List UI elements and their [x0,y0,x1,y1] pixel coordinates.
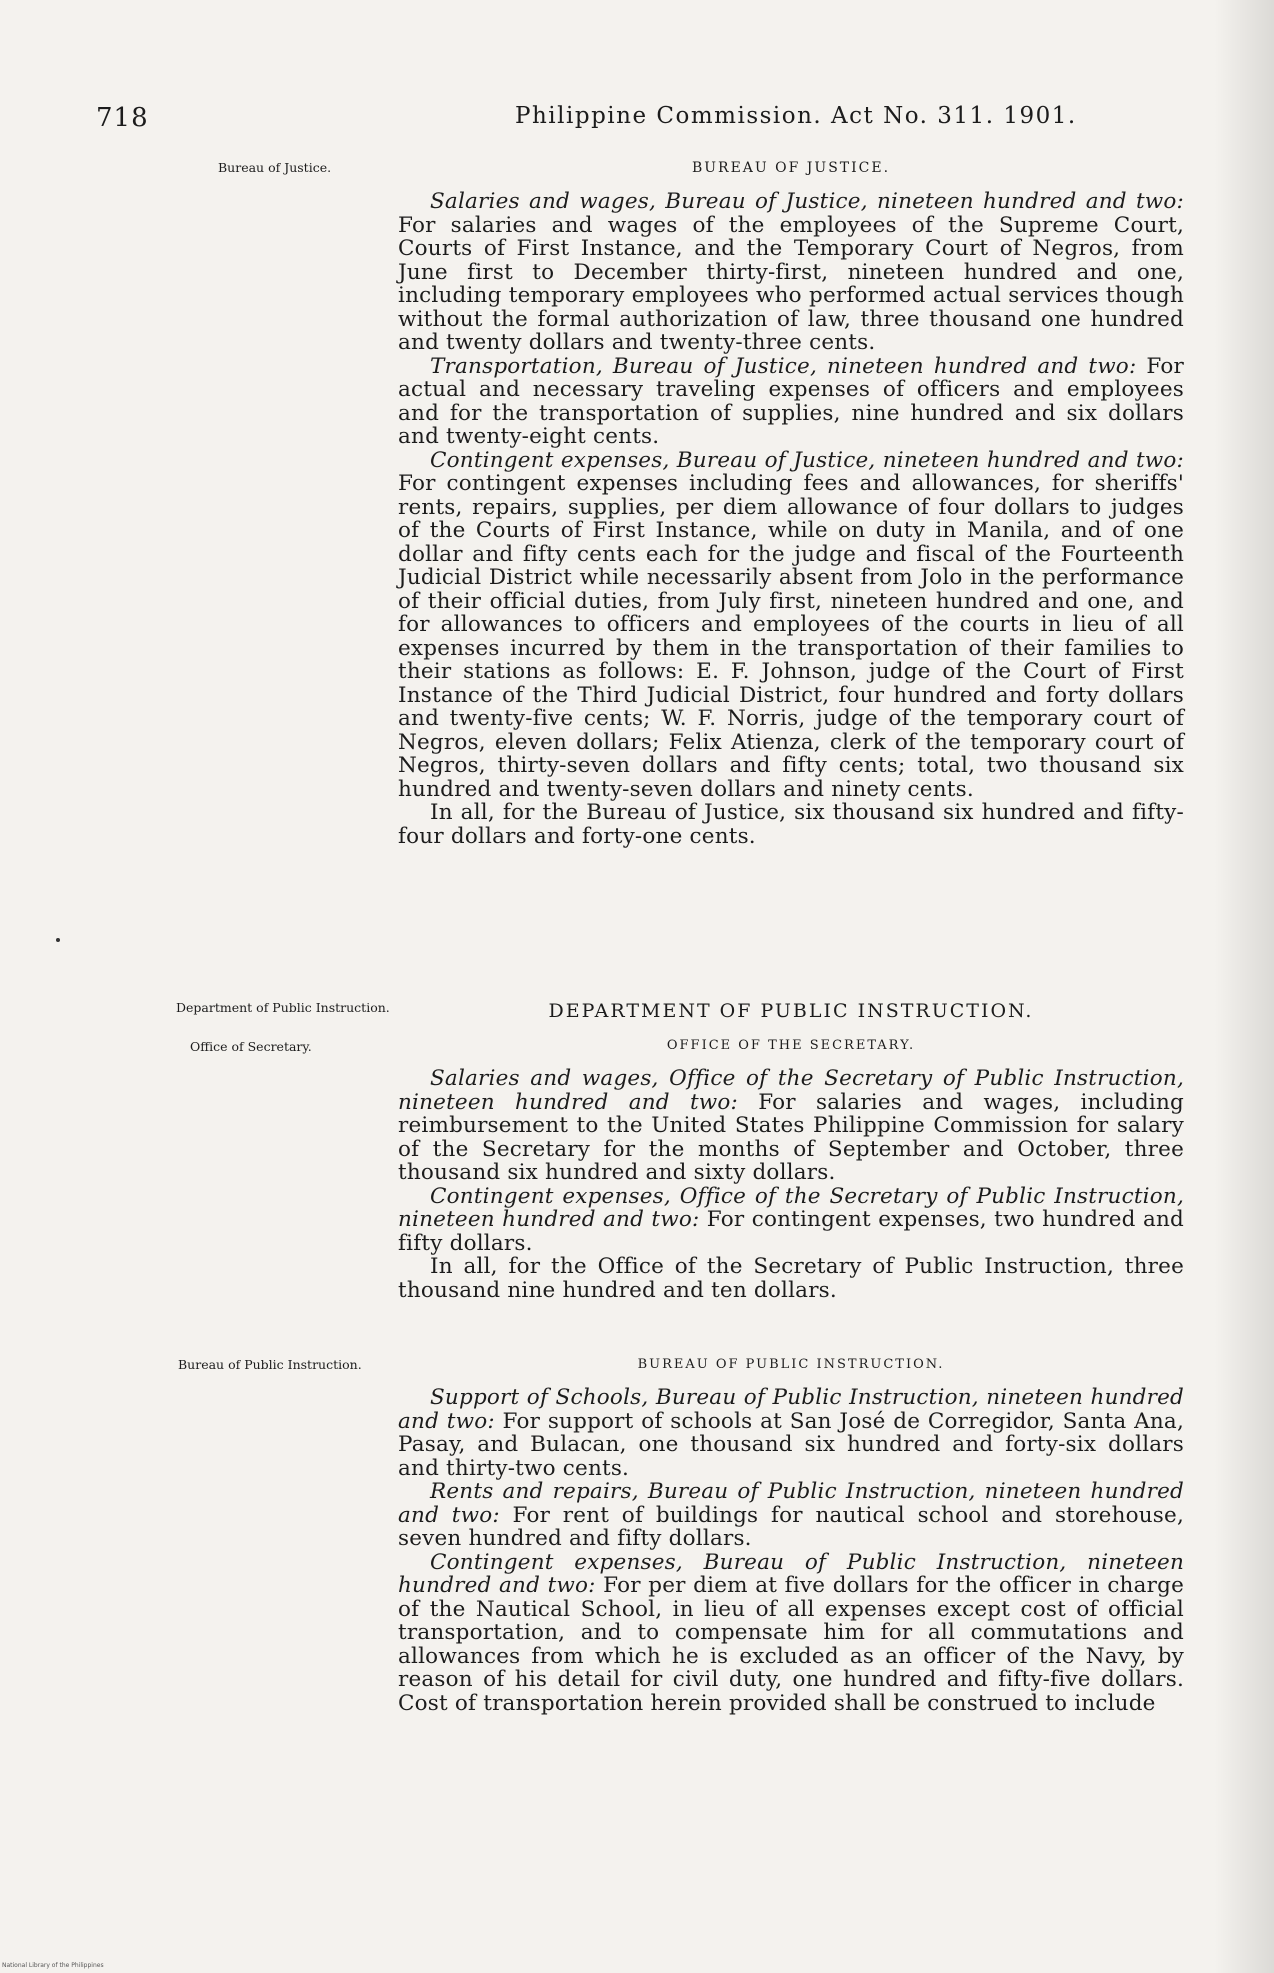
paragraph-text: For per diem at five dollars for the officer in charge of the Nautical School, in lieu of all expenses except cost of official transportation, and to compensate him for all commutations and allowances from which he is excluded as an officer of the Navy, by reason of his detail for civil duty, one hundred and fifty-five dollars. Cost of transportation herein provided shall be construed to include [398,1573,1184,1716]
paragraph-support-schools [398,1386,1184,1480]
running-head: Philippine Commission. Act No. 311. 1901. [515,103,1077,129]
paragraph-lead: Contingent expenses, Bureau of Justice, nineteen hundred and two: [430,447,1184,473]
paragraph-text: For salaries and wages of the employees of the Supreme Court, Courts of First Instance, and the Temporary Court of Negros, from June first to December thirty-first, nineteen hundred and one, including temporary employees who performed actual services though without the formal authorization of law, three thousand one hundred and twenty dollars and twenty-three cents. [398,212,1184,355]
page-edge-shadow [1214,0,1274,1973]
bureau-public-instruction-section [398,1357,1184,1715]
margin-note-department-public-instruction: Department of Public Instruction. [176,1000,390,1015]
subsection-title-bureau-public-instruction: BUREAU OF PUBLIC INSTRUCTION. [637,1357,945,1372]
page-number: 718 [96,103,149,133]
paragraph-salaries-office [398,1067,1184,1185]
subsection-title-office-secretary: OFFICE OF THE SECRETARY. [666,1038,916,1053]
paragraph-text: For contingent expenses, two hundred and fifty dollars. [398,1207,1184,1256]
paragraph-text: For contingent expenses including fees and allowances, for sheriffs' rents, repairs, supplies, per diem allowance of four dollars to judges of the Courts of First Instance, while on duty in Manila, and of one dollar and fifty cents each for the judge and fiscal of the Fourteenth Judicial District while necessarily absent from Jolo in the performance of their official duties, from July first, nineteen hundred and one, and for allowances to officers and employees of the courts in lieu of all expenses incurred by them in the transportation of their families to their stations as follows: E. F. Johnson, judge of the Court of First Instance of the Third Judicial District, four hundred and forty dollars and twenty-five cents; W. F. Norris, judge of the temporary court of Negros, eleven dollars; Felix Atienza, clerk of the temporary court of Negros, thirty-seven dollars and fifty cents; total, two thousand six hundred and twenty-seven dollars and ninety cents. [398,471,1184,802]
section-title-public-instruction: DEPARTMENT OF PUBLIC INSTRUCTION. [548,1000,1034,1022]
paragraph-contingent-bureau [398,1551,1184,1716]
paragraph-text: For actual and necessary traveling expenses of officers and employees and for the transportation of supplies, nine hundred and six dollars and twenty-eight cents. [398,353,1184,449]
department-public-instruction-section [398,1000,1184,1302]
paragraph-rents-repairs [398,1480,1184,1551]
library-footer-mark: National Library of the Philippines [2,1962,104,1969]
paragraph-lead: Support of Schools, Bureau of Public Instruction, nineteen hundred and two: [398,1385,1184,1434]
bureau-of-justice-section [398,160,1184,848]
paragraph-lead: Rents and repairs, Bureau of Public Instruction, nineteen hundred and two: [398,1479,1184,1528]
paragraph-text: For salaries and wages, including reimbursement to the United States Philippine Commission for salary of the Secretary for the months of September and October, three thousand six hundred and sixty dollars. [398,1089,1184,1185]
paragraph-total-office: In all, for the Office of the Secretary of Public Instruction, three thousand nine hundred and ten dollars. [398,1254,1184,1303]
paragraph-lead: Transportation, Bureau of Justice, nineteen hundred and two: [430,353,1137,379]
paragraph-lead: Contingent expenses, Office of the Secretary of Public Instruction, nineteen hundred and two: [398,1183,1184,1232]
section-title-justice: BUREAU OF JUSTICE. [691,160,891,176]
page-header [96,103,1196,143]
paragraph-lead: Salaries and wages, Bureau of Justice, nineteen hundred and two: [430,189,1184,214]
margin-note-bureau-public-instruction: Bureau of Public Instruction. [178,1357,362,1372]
scan-speck [56,938,60,942]
paragraph-text: For support of schools at San José de Corregidor, Santa Ana, Pasay, and Bulacan, one thousand six hundred and forty-six dollars and thirty-two cents. [398,1408,1184,1481]
paragraph-total-justice: In all, for the Bureau of Justice, six thousand six hundred and fifty-four dollars and forty-one cents. [398,800,1184,849]
paragraph-contingent-justice [398,449,1184,802]
margin-note-justice: Bureau of Justice. [218,160,332,175]
paragraph-lead: Salaries and wages, Office of the Secretary of Public Instruction, nineteen hundred and two: [398,1066,1184,1115]
paragraph-lead: Contingent expenses, Bureau of Public Instruction, nineteen hundred and two: [398,1549,1184,1598]
paragraph-text: For rent of buildings for nautical school and storehouse, seven hundred and fifty dollars. [398,1502,1184,1551]
margin-note-office-secretary: Office of Secretary. [190,1039,312,1054]
paragraph-contingent-office [398,1185,1184,1256]
paragraph-transportation-justice [398,355,1184,449]
paragraph-salaries-justice [398,190,1184,355]
